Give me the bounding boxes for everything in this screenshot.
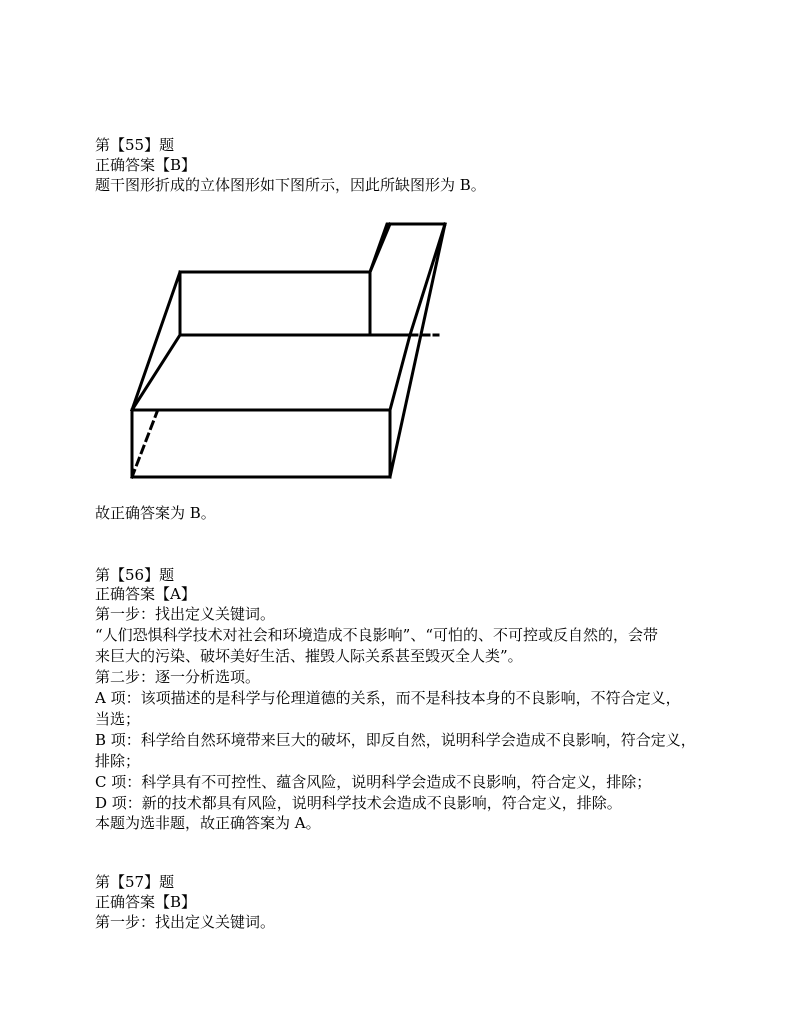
figure-left-rim [132, 272, 180, 410]
folded-cube-figure [120, 212, 460, 487]
q56-line: A 项：该项描述的是科学与伦理道德的关系，而不是科技本身的不良影响，不符合定义， [95, 689, 681, 707]
q56-answer: 正确答案【A】 [95, 585, 196, 603]
q56-line: B 项：科学给自然环境带来巨大的破坏，即反自然，说明科学会造成不良影响，符合定义， [95, 731, 696, 749]
figure-right-lower-edge [390, 224, 445, 477]
figure-left-inner-edge [132, 335, 180, 410]
q56-line: 第二步：逐一分析选项。 [95, 668, 261, 686]
figure-front-block [132, 410, 390, 477]
q56-line: “人们恐惧科学技术对社会和环境造成不良影响”、“可怕的、不可控或反自然的，会带 [95, 626, 659, 644]
figure-flap-front-edge [410, 224, 445, 335]
q56-line: 当选； [95, 710, 141, 728]
q57-answer: 正确答案【B】 [95, 893, 197, 911]
q57-line: 第一步：找出定义关键词。 [95, 913, 276, 931]
figure-flap-inner-edge [370, 224, 390, 272]
q56-line: D 项：新的技术都具有风险，说明科学技术会造成不良影响，符合定义，排除。 [95, 794, 622, 812]
q57-heading: 第【57】题 [95, 873, 175, 891]
q55-heading: 第【55】题 [95, 136, 175, 154]
q55-answer: 正确答案【B】 [95, 156, 197, 174]
q56-line: 本题为选非题，故正确答案为 A。 [95, 814, 321, 832]
q56-line: 来巨大的污染、破坏美好生活、摧毁人际关系甚至毁灭全人类”。 [95, 647, 523, 665]
q56-line: C 项：科学具有不可控性、蕴含风险，说明科学会造成不良影响，符合定义，排除； [95, 773, 652, 791]
q55-stem: 题干图形折成的立体图形如下图所示，因此所缺图形为 B。 [95, 176, 486, 194]
q55-conclusion: 故正确答案为 B。 [95, 504, 216, 522]
q56-line: 排除； [95, 752, 141, 770]
q56-heading: 第【56】题 [95, 566, 175, 584]
figure-front-hidden-edge [132, 412, 157, 477]
q56-line: 第一步：找出定义关键词。 [95, 605, 276, 623]
